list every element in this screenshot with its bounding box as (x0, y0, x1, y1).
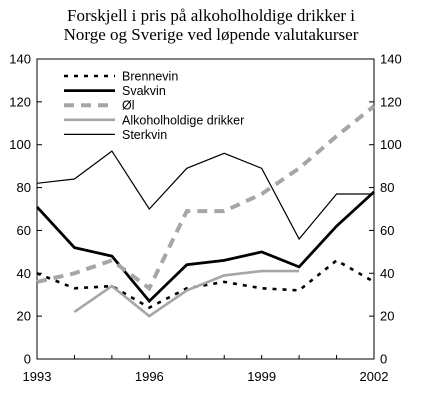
legend-label-3: Alkoholholdige drikker (122, 113, 245, 128)
chart-title-line-2: Norge og Sverige ved løpende valutakurser (63, 25, 359, 44)
y-tick-label-left-40: 40 (16, 265, 31, 281)
y-tick-label-right-40: 40 (380, 265, 395, 281)
y-tick-label-right-0: 0 (380, 351, 388, 367)
chart-title-line-1: Forskjell i pris på alkoholholdige drikker i (66, 6, 355, 25)
series-line-4 (37, 151, 374, 239)
y-tick-label-right-80: 80 (380, 180, 395, 196)
legend-label-4: Sterkvin (122, 127, 168, 142)
y-tick-label-left-120: 120 (9, 94, 31, 110)
series-line-3 (74, 271, 299, 316)
y-tick-label-left-0: 0 (23, 351, 31, 367)
y-tick-label-left-60: 60 (16, 222, 31, 238)
x-tick-label-1993: 1993 (22, 369, 52, 384)
legend-label-2: Øl (122, 98, 135, 113)
legend-label-0: Brennevin (122, 69, 179, 84)
y-tick-label-right-20: 20 (380, 308, 395, 324)
y-tick-label-right-120: 120 (380, 94, 402, 110)
x-tick-label-1999: 1999 (247, 369, 277, 384)
y-tick-label-left-80: 80 (16, 180, 31, 196)
x-tick-label-1996: 1996 (134, 369, 164, 384)
y-tick-label-right-140: 140 (380, 51, 402, 67)
legend-label-1: Svakvin (122, 84, 166, 99)
series-line-2 (37, 106, 374, 288)
y-tick-label-right-60: 60 (380, 222, 395, 238)
y-tick-label-right-100: 100 (380, 137, 402, 153)
y-tick-label-left-140: 140 (9, 51, 31, 67)
x-tick-label-2002: 2002 (359, 369, 389, 384)
y-tick-label-left-100: 100 (9, 137, 31, 153)
y-tick-label-left-20: 20 (16, 308, 31, 324)
